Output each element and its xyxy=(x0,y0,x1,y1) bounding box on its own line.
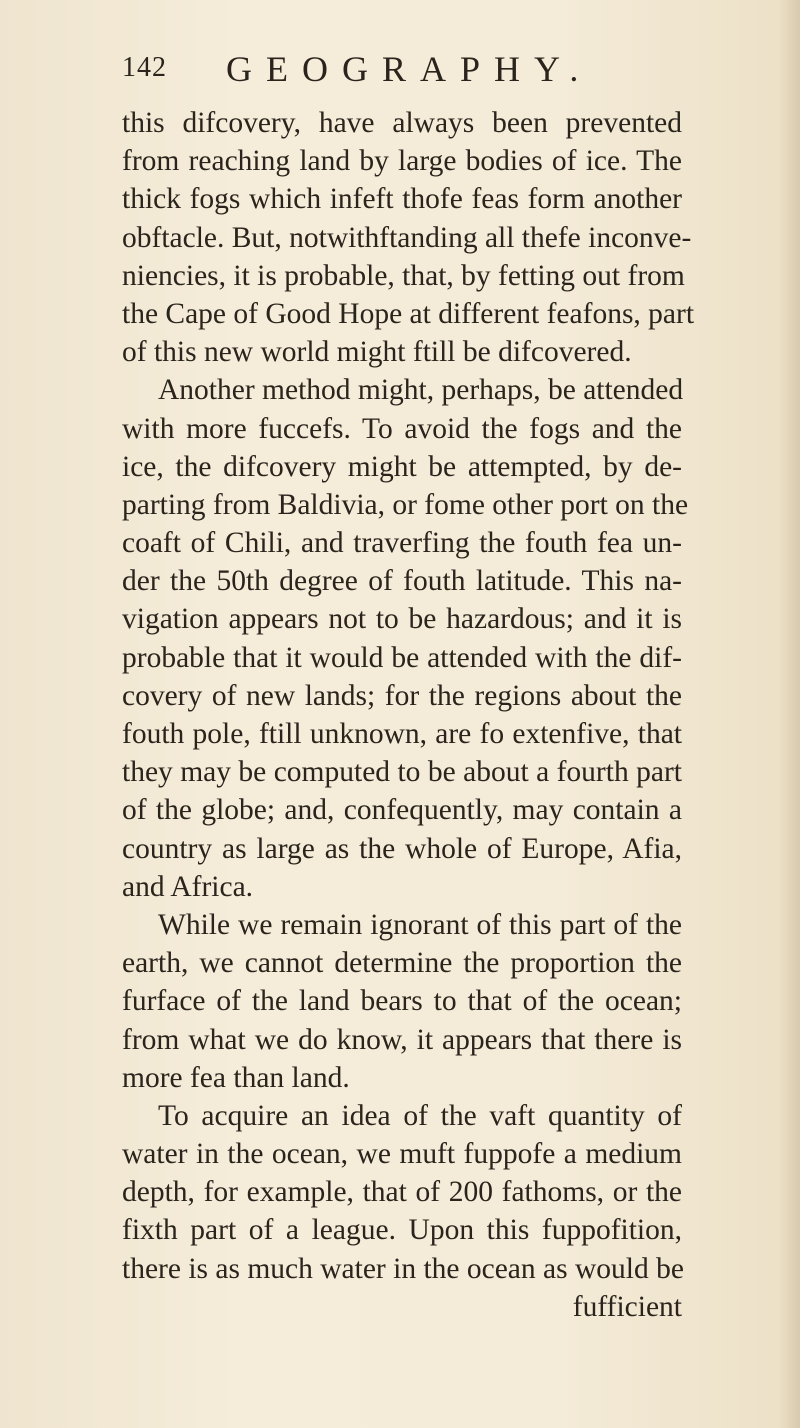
text-line: more fea than land. xyxy=(122,1061,350,1094)
text-line: probable that it would be attended with the dif- xyxy=(122,641,682,674)
text-line: from reaching land by large bodies of ice. The xyxy=(122,145,682,178)
text-line: While we remain ignorant of this part of the xyxy=(158,908,682,941)
text-line: there is as much water in the ocean as would be xyxy=(122,1252,684,1285)
text-line: of this new world might ftill be difcovered. xyxy=(122,336,632,369)
page-edge-shadow xyxy=(778,0,800,1428)
text-line: covery of new lands; for the regions about the xyxy=(122,679,682,712)
text-line: ice, the difcovery might be attempted, by de- xyxy=(122,450,682,483)
text-line: parting from Baldivia, or fome other port on the xyxy=(122,488,689,521)
text-line: earth, we cannot determine the proportion the xyxy=(122,947,682,980)
text-line: Another method might, perhaps, be attended xyxy=(158,374,684,407)
body-text xyxy=(122,104,695,1326)
text-line: thick fogs which infeft thofe feas form another xyxy=(122,183,682,216)
text-line: with more fuccefs. To avoid the fogs and the xyxy=(122,412,682,445)
text-line: vigation appears not to be hazardous; and it is xyxy=(122,603,682,636)
page-number: 142 xyxy=(122,52,167,83)
catchword: fufficient xyxy=(572,1290,682,1323)
text-line: der the 50th degree of fouth latitude. This na- xyxy=(122,565,682,598)
text-line: depth, for example, that of 200 fathoms, or the xyxy=(122,1176,682,1209)
text-line: fouth pole, ftill unknown, are fo extenfive, that xyxy=(122,718,682,750)
text-line: country as large as the whole of Europe, Afia, xyxy=(122,832,682,865)
text-line: coaft of Chili, and traverfing the fouth fea un- xyxy=(122,527,682,560)
page-header xyxy=(122,48,682,98)
text-line: water in the ocean, we muft fuppofe a medium xyxy=(122,1138,682,1171)
text-line: this difcovery, have always been prevented xyxy=(122,107,682,139)
text-line: they may be computed to be about a fourth part xyxy=(122,756,682,789)
text-line: niencies, it is probable, that, by fetting out from xyxy=(122,259,685,292)
running-title: GEOGRAPHY. xyxy=(226,49,593,89)
text-line: of the globe; and, confequently, may contain a xyxy=(122,794,682,827)
text-line: from what we do know, it appears that there is xyxy=(122,1023,682,1056)
text-line: furface of the land bears to that of the ocean; xyxy=(122,985,682,1018)
text-line: the Cape of Good Hope at different feafons, part xyxy=(122,297,695,330)
text-line: obftacle. But, notwithftanding all thefe inconve- xyxy=(122,221,692,254)
text-line: fixth part of a league. Upon this fuppofition, xyxy=(122,1214,682,1247)
text-line: and Africa. xyxy=(122,870,254,903)
text-line: To acquire an idea of the vaft quantity of xyxy=(158,1099,682,1132)
